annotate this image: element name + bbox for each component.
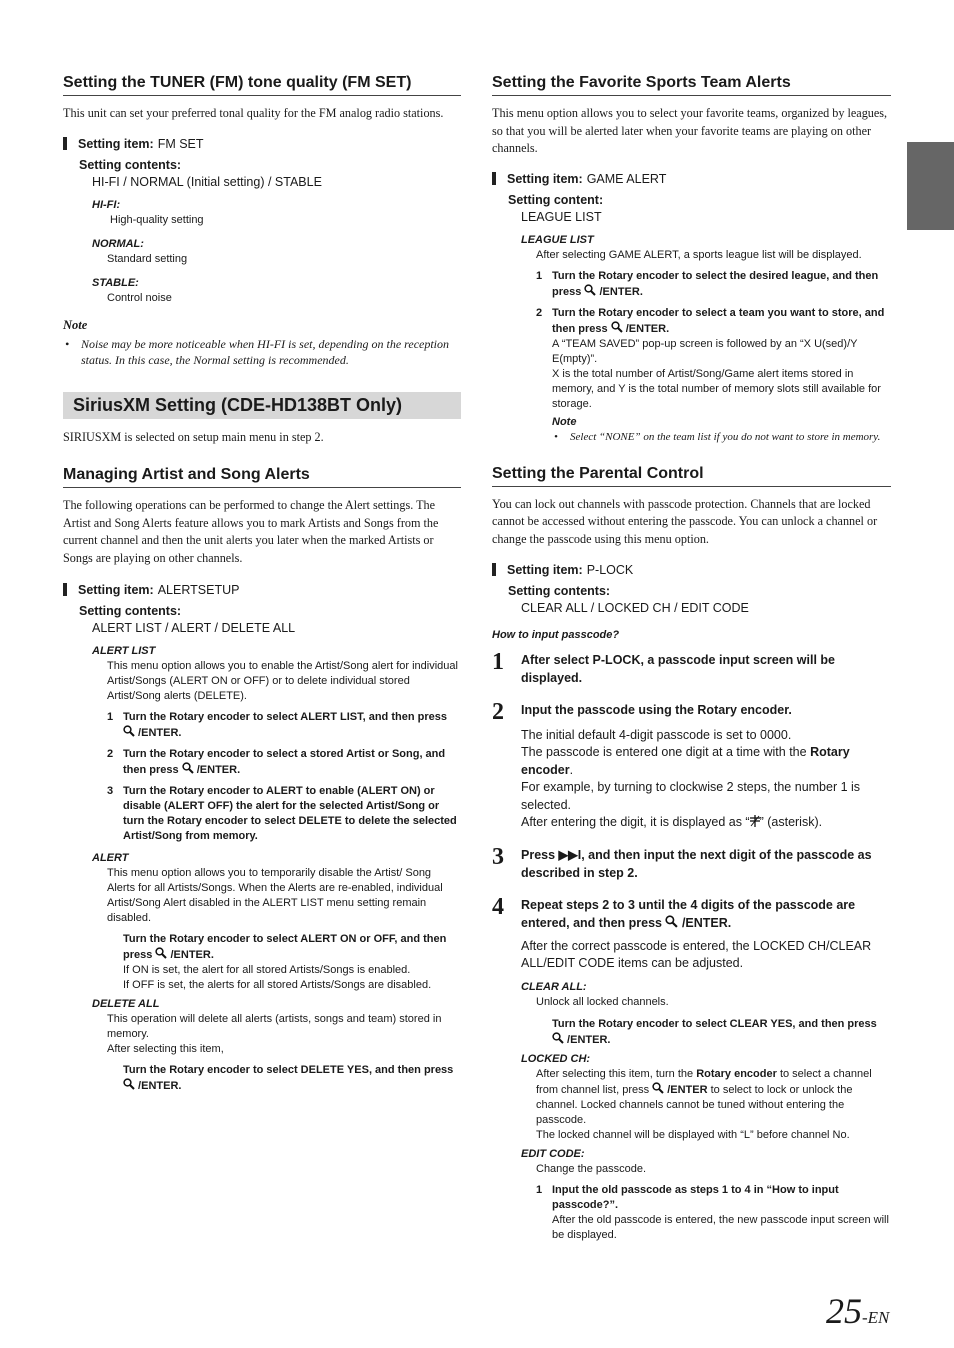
desc-clear-all: Unlock all locked channels. (536, 995, 669, 1008)
search-icon (182, 762, 194, 774)
locked-l-text: The locked channel will be displayed with “L” before channel No. (536, 1128, 850, 1141)
alert-setting-contents-value: ALERT LIST / ALERT / DELETE ALL (92, 620, 296, 635)
step2-p3: For example, by turning to clockwise 2 steps, the number 1 is selected. (521, 780, 861, 812)
siriusxm-intro: SIRIUSXM is selected on setup main menu in step 2. (63, 429, 324, 444)
artist-alerts-heading: Managing Artist and Song Alerts (63, 466, 461, 488)
fm-note: • Noise may be more noticeable when HI-FI is set, depending on the reception status. In this case, the Normal setting is recommended. (65, 336, 450, 367)
team-saved-text: A “TEAM SAVED” pop-up screen is followed by an “X U(sed)/Y E(mpty)”. (552, 337, 858, 365)
desc-locked-ch: After selecting this item, turn the Rotary encoder to select a channel from channel list, press /ENTER to select to lock or unlock the channel. Locked channels cannot be tuned without entering the passcode. (536, 1067, 872, 1126)
fm-setting-item: Setting item: FM SET (63, 137, 461, 151)
marker-bar (63, 583, 67, 596)
fm-setting-contents-value: HI-FI / NORMAL (Initial setting) / STABLE (92, 174, 322, 189)
alert-setting-item: Setting item: ALERTSETUP (63, 583, 461, 597)
term-normal: NORMAL: (92, 237, 144, 250)
step2-p2: The passcode is entered one digit at a time with the Rotary encoder. (521, 745, 850, 777)
parental-setting-item: Setting item: P-LOCK (492, 563, 891, 577)
fm-set-intro: This unit can set your preferred tonal quality for the FM analog radio stations. (63, 106, 444, 120)
parental-intro: You can lock out channels with passcode protection. Channels that are locked cannot be accessed without entering the passcode. You can unlock a channel or change the passcode using this menu option. (492, 496, 878, 546)
edit-step-1: 1 Input the old passcode as steps 1 to 4 in “How to input passcode?”. After the old passcode is entered, the new passcode input screen will be displayed. (536, 1183, 889, 1241)
passcode-step-3: 3 Press ▶▶I, and then input the next digit of the passcode as described in step 2. (492, 843, 872, 880)
alert-on-text: If ON is set, the alert for all stored Artists/Songs is enabled. (123, 963, 411, 976)
sports-heading: Setting the Favorite Sports Team Alerts (492, 74, 891, 96)
sports-setting-content-value: LEAGUE LIST (521, 209, 602, 224)
sports-setting-content-label: Setting content: (508, 192, 604, 207)
passcode-step-4: 4 Repeat steps 2 to 3 until the 4 digits of the passcode are entered, and then press /ENTER. (492, 893, 856, 930)
fm-note-heading: Note (63, 317, 88, 332)
search-icon (123, 1078, 135, 1090)
asterisk-icon (750, 815, 760, 827)
passcode-step-1: 1 After select P-LOCK, a passcode input screen will be displayed. (492, 648, 835, 685)
section-tab (907, 142, 954, 230)
alert-step: Turn the Rotary encoder to select ALERT ON or OFF, and then press /ENTER. (123, 932, 447, 961)
clear-step: Turn the Rotary encoder to select CLEAR YES, and then press /ENTER. (552, 1017, 877, 1046)
marker-bar (63, 137, 67, 150)
search-icon (123, 725, 135, 737)
alert-list-step-3: 3 Turn the Rotary encoder to ALERT to enable (ALERT ON) or disable (ALERT OFF) the alert for the selected Artist/Song or turn the Rotary encoder to select DELETE to delete the selected Artist/Song from memory. (107, 784, 457, 842)
left-column (63, 74, 461, 1094)
alert-off-text: If OFF is set, the alerts for all stored Artists/Songs are disabled. (123, 978, 432, 991)
step2-p1: The initial default 4-digit passcode is set to 0000. (521, 727, 792, 742)
parental-heading: Setting the Parental Control (492, 465, 891, 487)
desc-stable: Control noise (107, 291, 172, 304)
alert-setting-contents-label: Setting contents: (79, 603, 182, 618)
search-icon (552, 1032, 564, 1044)
next-icon: ▶▶I (558, 847, 582, 862)
search-icon (665, 915, 678, 928)
marker-bar (492, 172, 496, 185)
term-alert: ALERT (92, 851, 129, 864)
search-icon (584, 284, 596, 296)
step2-p4: After entering the digit, it is displayed as “ ” (asterisk). (521, 815, 823, 830)
page-number: 25-EN (826, 1291, 890, 1331)
delete-after: After selecting this item, (107, 1042, 224, 1055)
desc-alert: This menu option allows you to temporarily disable the Artist/ Song Alerts for all Artists/Songs. When the Alerts are re-enabled, individual Artist/Song Alert disabled in the ALERT LIST menu setting remain disabled. (107, 866, 443, 924)
desc-delete-all: This operation will delete all alerts (artists, songs and team) stored in memory. (107, 1012, 442, 1040)
desc-normal: Standard setting (107, 252, 188, 265)
term-delete-all: DELETE ALL (92, 997, 160, 1010)
term-stable: STABLE: (92, 276, 139, 289)
desc-hifi: High-quality setting (110, 213, 204, 226)
term-edit-code: EDIT CODE: (521, 1147, 585, 1160)
parental-setting-contents-label: Setting contents: (508, 583, 611, 598)
fm-set-heading: Setting the TUNER (FM) tone quality (FM SET) (63, 74, 461, 96)
sports-note: • Select “NONE” on the team list if you do not want to store in memory. (554, 430, 881, 443)
search-icon (611, 321, 623, 333)
term-locked-ch: LOCKED CH: (521, 1052, 591, 1065)
desc-league-list: After selecting GAME ALERT, a sports league list will be displayed. (536, 248, 862, 261)
delete-step: Turn the Rotary encoder to select DELETE YES, and then press /ENTER. (123, 1063, 454, 1092)
search-icon (155, 947, 167, 959)
step4-after: After the correct passcode is entered, the LOCKED CH/CLEAR ALL/EDIT CODE items can be adjusted. (521, 938, 872, 971)
fm-setting-contents-label: Setting contents: (79, 157, 182, 172)
parental-setting-contents-value: CLEAR ALL / LOCKED CH / EDIT CODE (521, 600, 749, 615)
xy-desc: X is the total number of Artist/Song/Game alert items stored in memory, and Y is the total number of memory slots still available for storage. (552, 367, 881, 410)
alert-list-step-2: 2 Turn the Rotary encoder to select a stored Artist or Song, and then press /ENTER. (107, 747, 446, 776)
sports-intro: This menu option allows you to select your favorite teams, organized by leagues, so that you will be alerted later when your favorite teams are playing on other channels. (492, 106, 888, 156)
desc-edit-code: Change the passcode. (536, 1162, 647, 1175)
term-league-list: LEAGUE LIST (521, 233, 594, 246)
sports-step-1: 1 Turn the Rotary encoder to select the desired league, and then press /ENTER. (536, 269, 879, 298)
howto-heading: How to input passcode? (492, 628, 620, 641)
alert-list-step-1: 1 Turn the Rotary encoder to select ALERT LIST, and then press /ENTER. (107, 710, 447, 739)
term-alert-list: ALERT LIST (92, 644, 156, 657)
sports-note-heading: Note (552, 415, 577, 428)
passcode-step-2: 2 Input the passcode using the Rotary encoder. (492, 698, 792, 725)
siriusxm-heading: SiriusXM Setting (CDE-HD138BT Only) (63, 392, 461, 419)
search-icon (652, 1082, 664, 1094)
marker-bar (492, 563, 496, 576)
desc-alert-list: This menu option allows you to enable the Artist/Song alert for individual Artist/Songs (ALERT ON or OFF) or to delete individual stored Artist/Song alerts (DELETE). (107, 659, 458, 702)
sports-step-2: 2 Turn the Rotary encoder to select a team you want to store, and then press /ENTER. A “TEAM SAVED” pop-up screen is followed by an “X U(sed)/Y E(mpty)”. X is the total number of Artist/Song/Game alert items stored in memory, and Y is the total number of memory slots still available for storage. Note • Select “NONE” on the team list if you do not want to store in memory. (536, 306, 891, 445)
sports-setting-item: Setting item: GAME ALERT (492, 172, 891, 186)
term-clear-all: CLEAR ALL: (521, 980, 587, 993)
right-column (492, 74, 891, 1243)
artist-alerts-intro: The following operations can be performed to change the Alert settings. The Artist and Song Alerts feature allows you to mark Artists and Songs from the current channel and then the unit alerts you later when the marked Artists or Songs are playing on other channels. (63, 498, 439, 565)
term-hifi: HI-FI: (92, 198, 121, 211)
